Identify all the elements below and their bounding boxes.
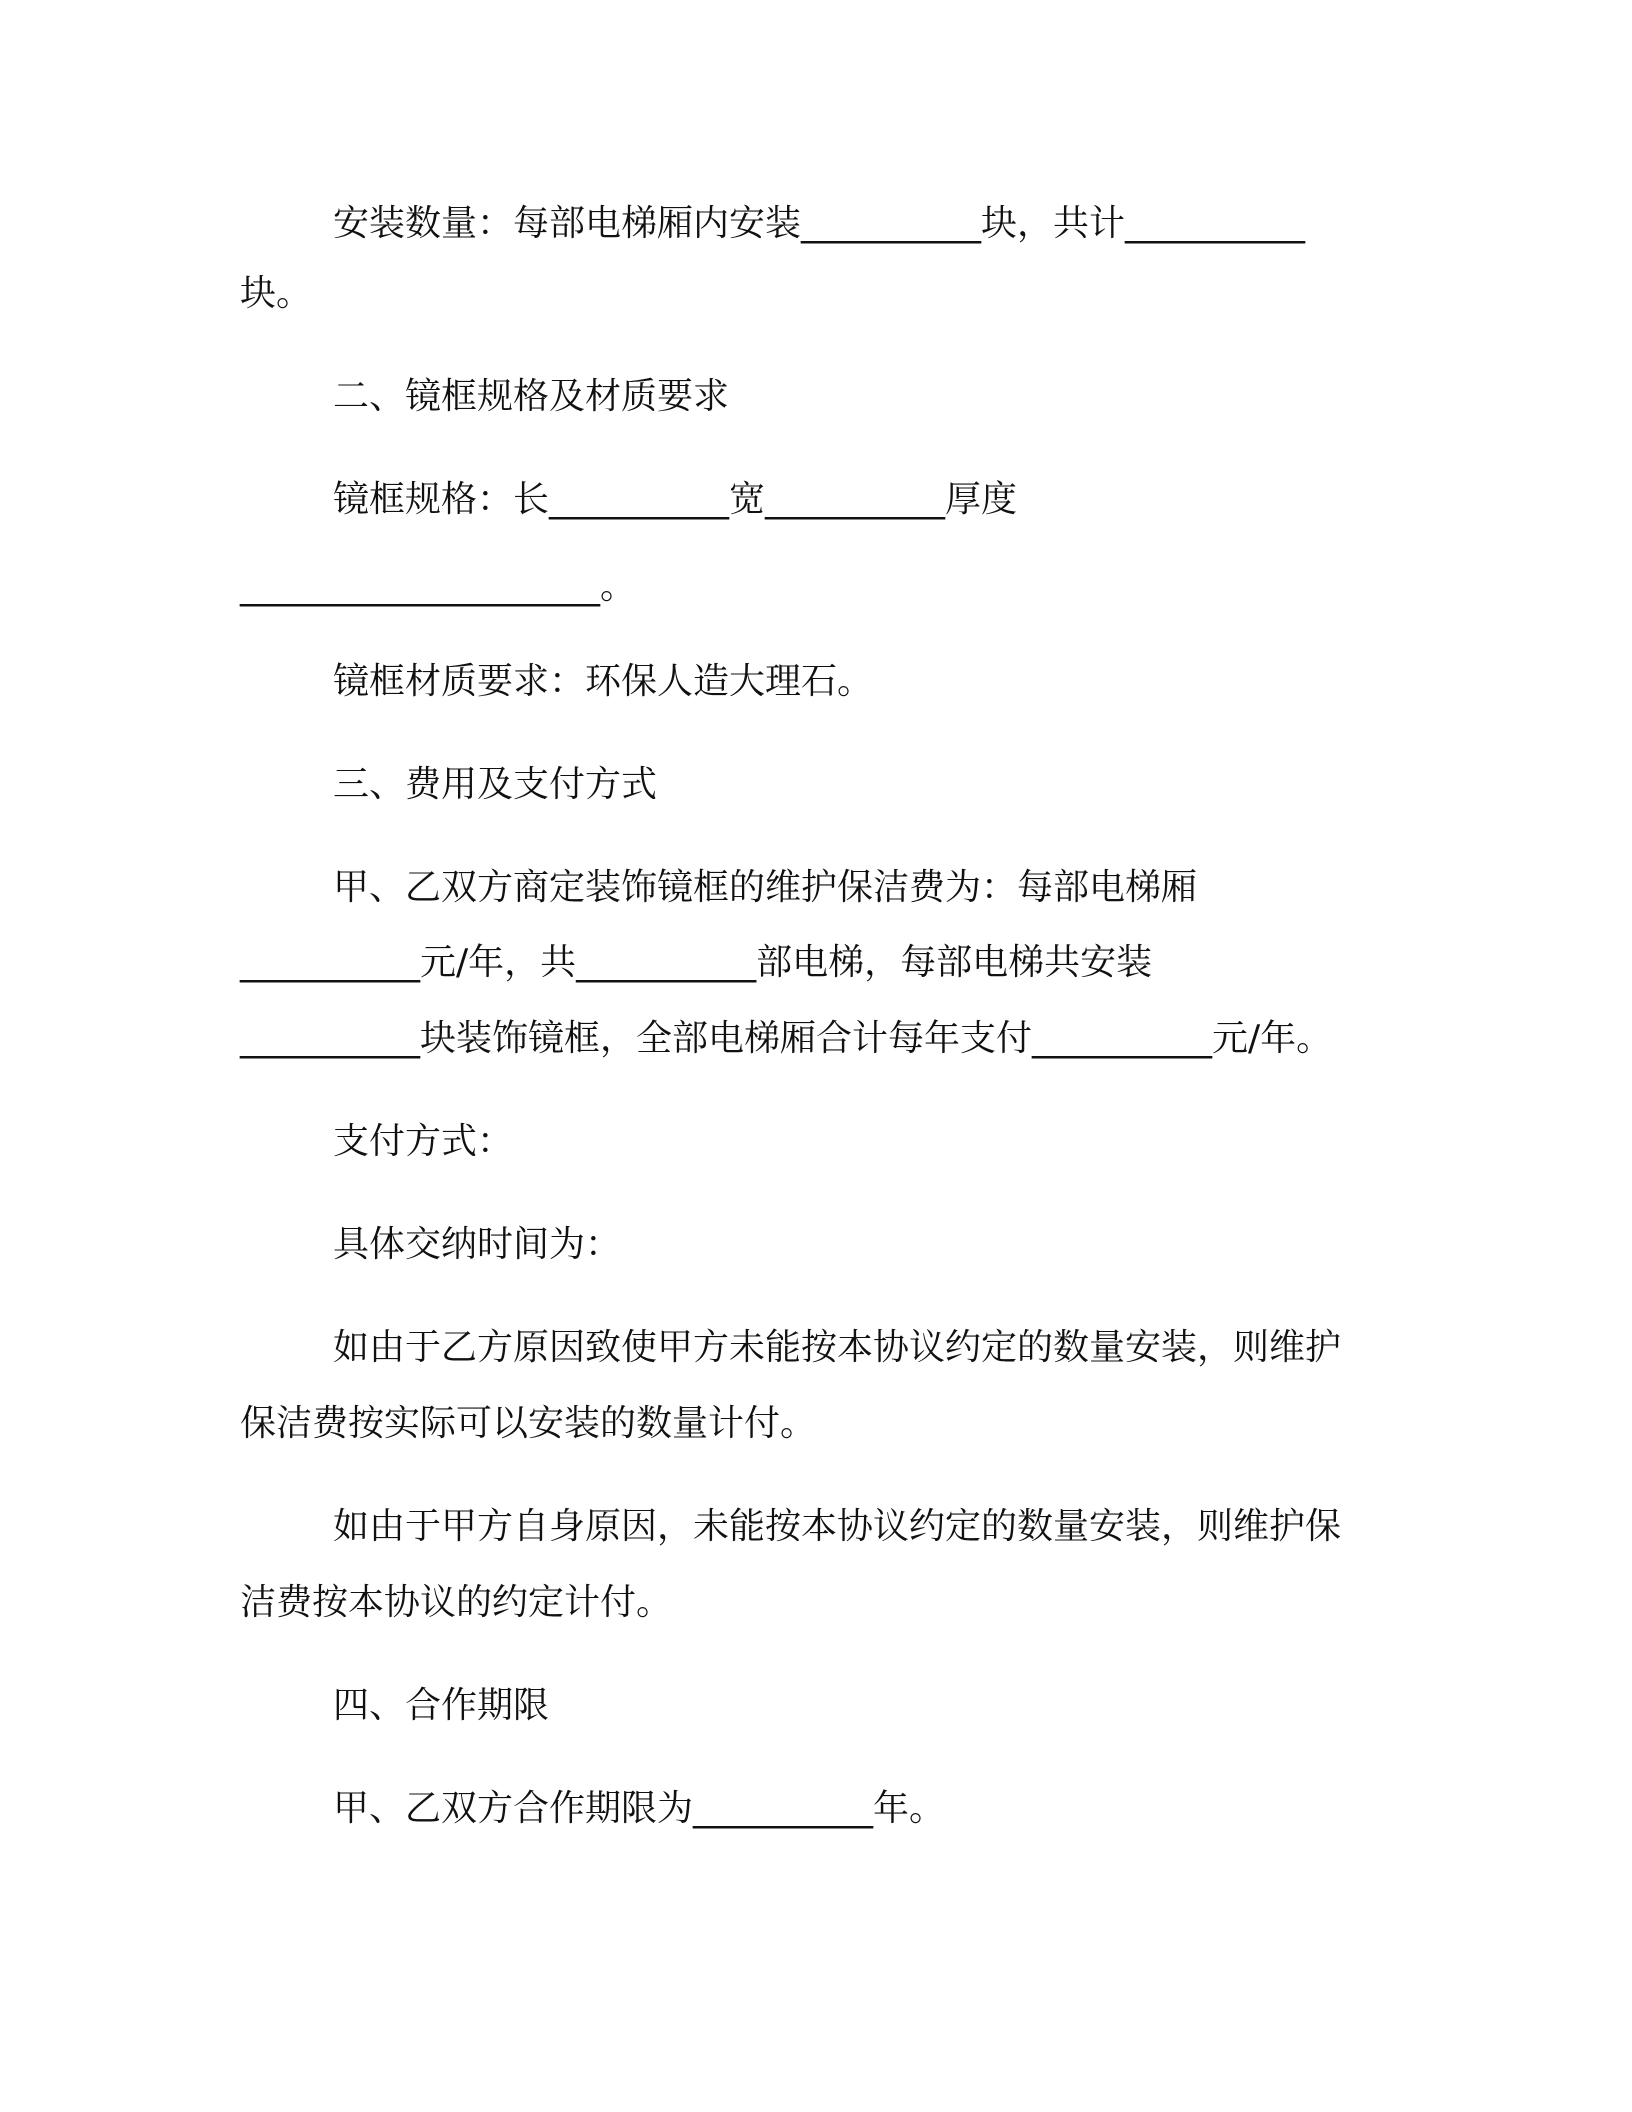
section-heading-4: 四、合作期限 <box>333 1685 550 1726</box>
party-a-clause-line-1: 如由于甲方自身原因，未能按本协议约定的数量安装，则维护保 <box>333 1506 1342 1547</box>
frame-spec-line-cont: ____________________。 <box>240 566 636 607</box>
party-a-clause-line-2: 洁费按本协议的约定计付。 <box>240 1582 673 1623</box>
fee-paragraph-line-2: __________元/年，共__________部电梯，每部电梯共安装 <box>240 942 1153 983</box>
cooperation-term-line: 甲、乙双方合作期限为__________年。 <box>333 1788 946 1829</box>
payment-method-line: 支付方式： <box>333 1121 514 1162</box>
section-heading-2: 二、镜框规格及材质要求 <box>333 376 730 417</box>
fee-paragraph-line-1: 甲、乙双方商定装饰镜框的维护保洁费为：每部电梯厢 <box>333 867 1198 908</box>
install-quantity-line: 安装数量：每部电梯厢内安装__________块，共计__________ <box>333 203 1306 244</box>
frame-spec-line: 镜框规格：长__________宽__________厚度 <box>333 479 1018 520</box>
install-quantity-line-cont: 块。 <box>240 273 313 314</box>
fee-paragraph-line-3: __________块装饰镜框，全部电梯厢合计每年支付__________元/年。 <box>240 1018 1333 1059</box>
section-heading-3: 三、费用及支付方式 <box>333 764 658 805</box>
party-b-clause-line-2: 保洁费按实际可以安装的数量计付。 <box>240 1403 817 1444</box>
payment-time-line: 具体交纳时间为： <box>333 1224 622 1265</box>
frame-material-line: 镜框材质要求：环保人造大理石。 <box>333 661 874 702</box>
party-b-clause-line-1: 如由于乙方原因致使甲方未能按本协议约定的数量安装，则维护 <box>333 1327 1342 1368</box>
